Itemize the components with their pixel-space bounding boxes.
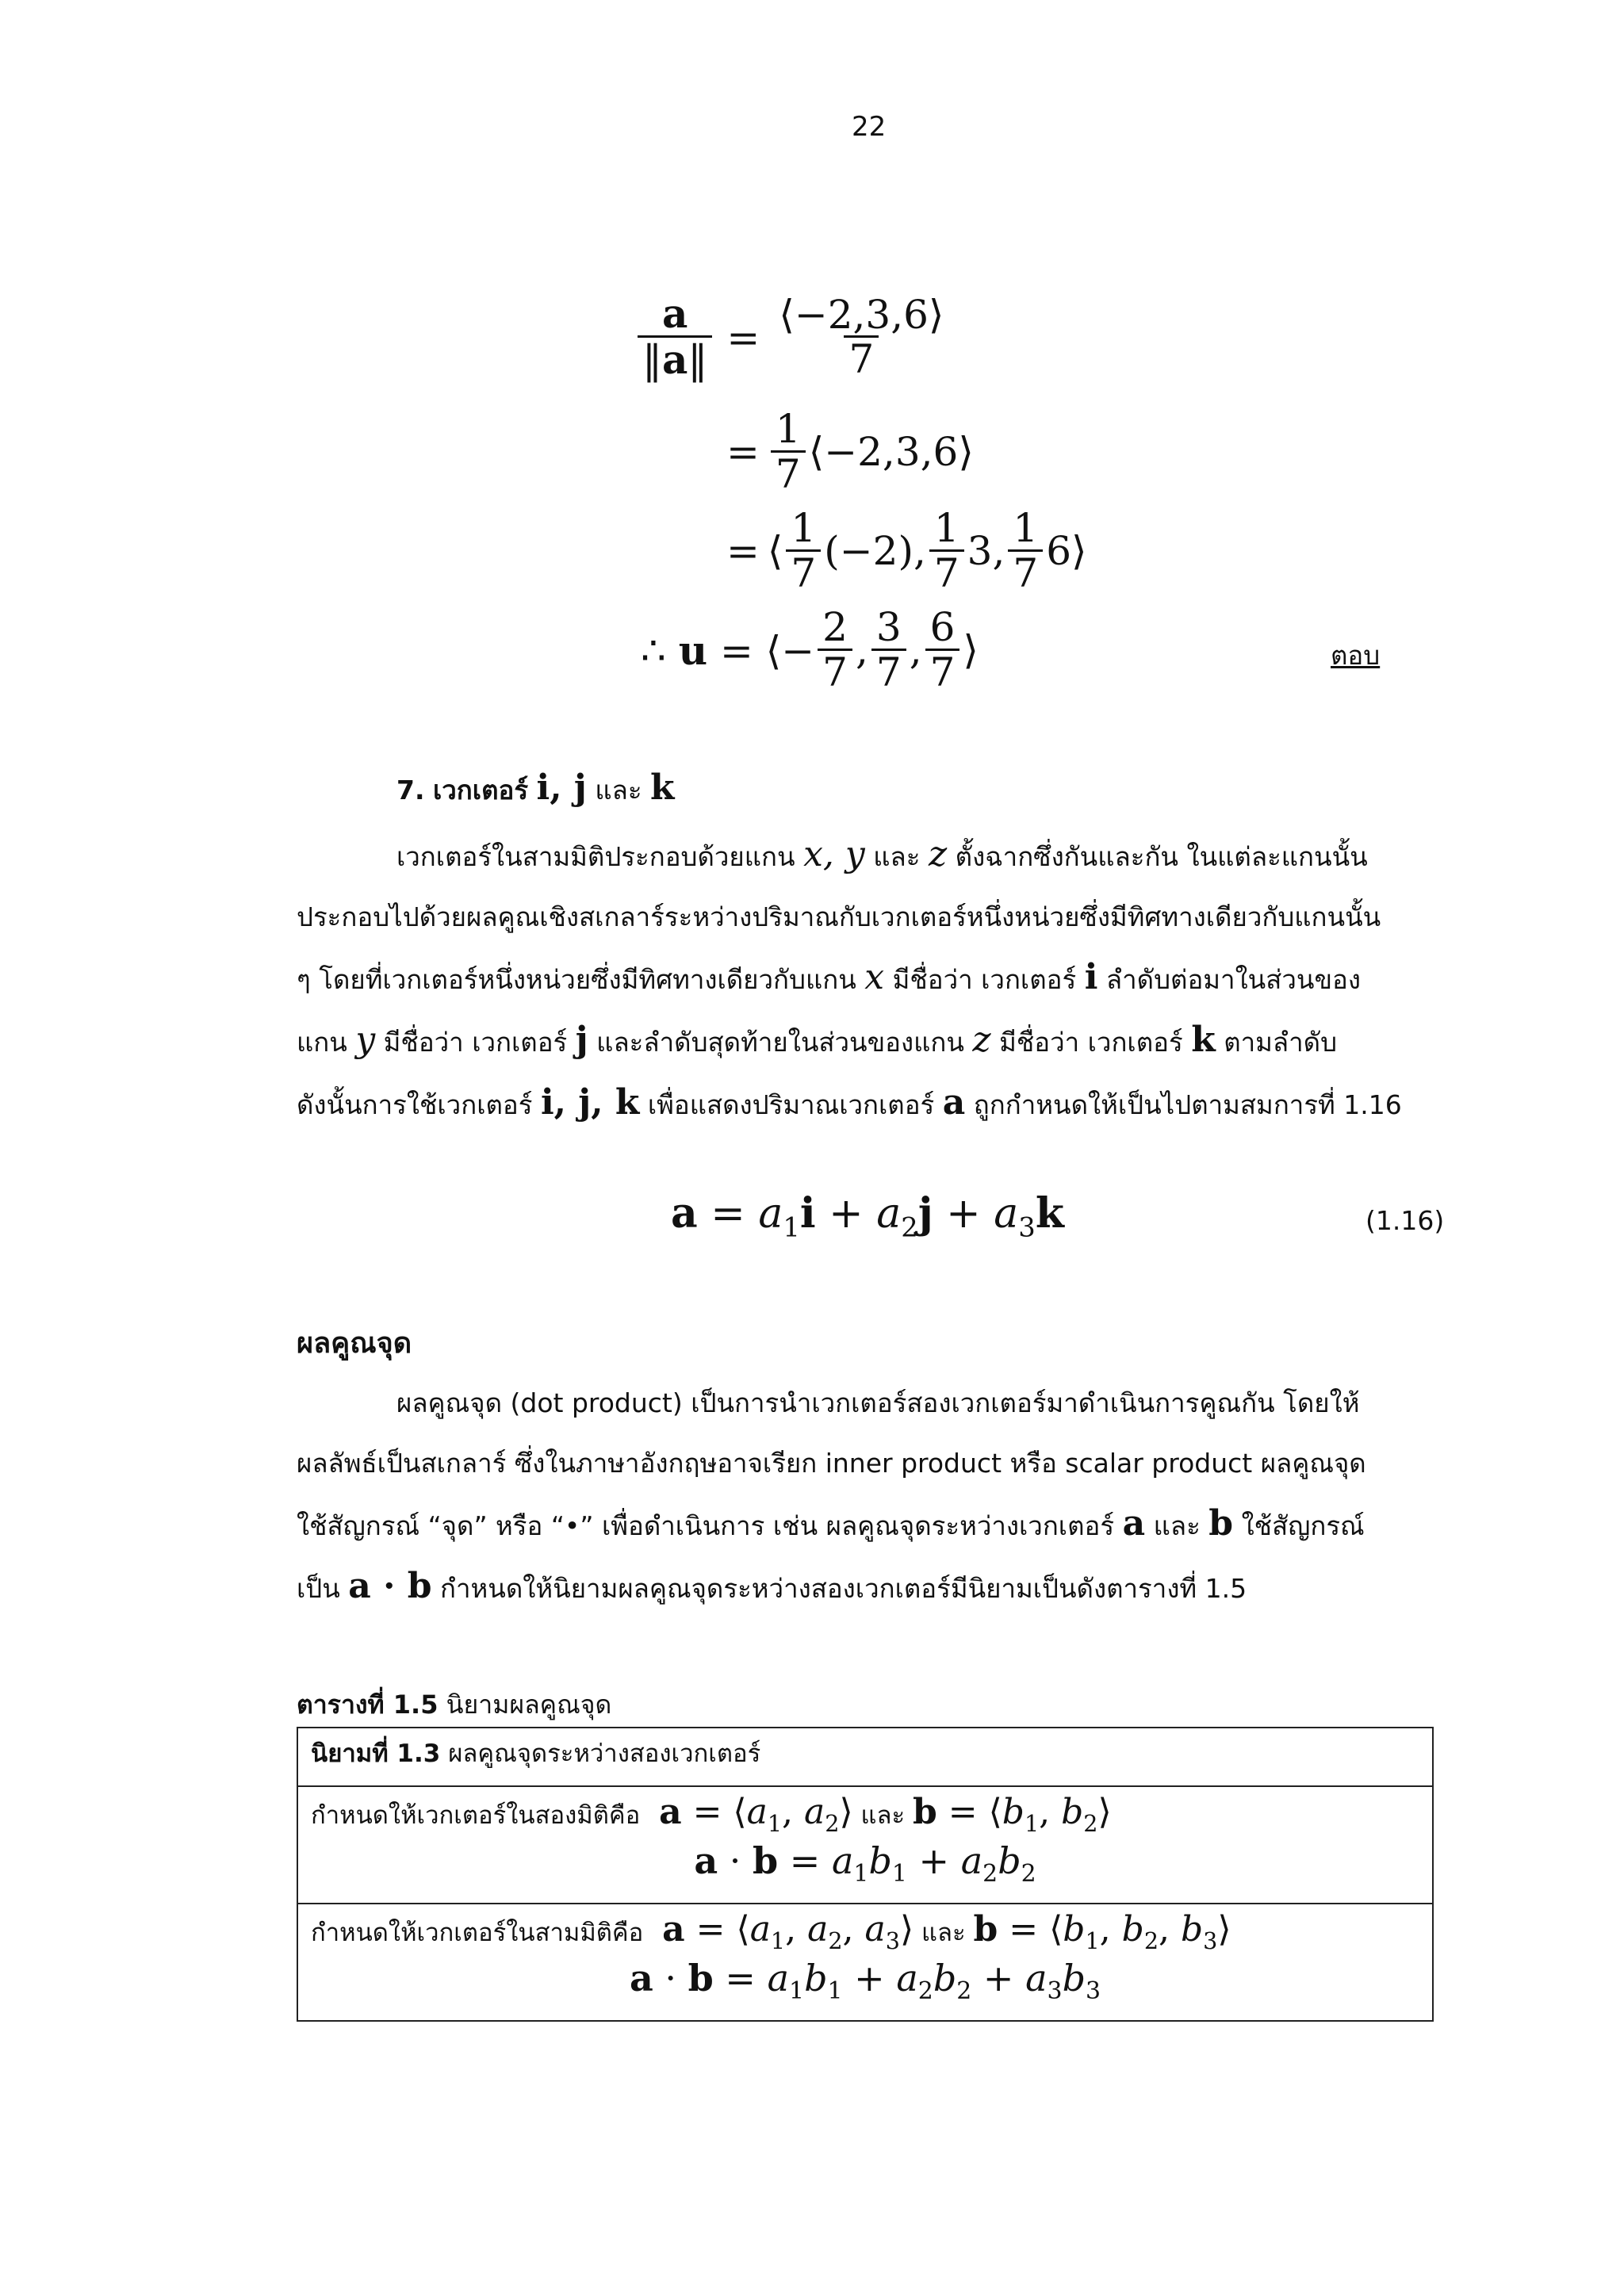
definition-header-cell: นิยามที่ 1.3 ผลคูณจุดระหว่างสองเวกเตอร์ (297, 1728, 1433, 1786)
dot-product-heading: ผลคูณจุด (297, 1327, 412, 1360)
definition-3d-cell: กำหนดให้เวกเตอร์ในสามมิติคือ $a = ⟨a_1$, $a_2$, $a_3⟩$ และ $b = ⟨b_1$, $b_2$, $b_3⟩$ $a \cdot b = a_1b_1 + a_2b_2 + a_3b_3$ (297, 1904, 1433, 2021)
answer-label: ตอบ (1331, 640, 1381, 671)
equation-number: (1.16) (1365, 1205, 1445, 1236)
equation-line-1: $\frac{a}{‖a‖}$ = $\frac{⟨-2,3,6⟩}{7}$ (634, 293, 952, 382)
table-row (297, 1904, 1433, 2021)
table-row (297, 1728, 1433, 1786)
table-row (297, 1786, 1433, 1904)
definition-2d-cell: กำหนดให้เวกเตอร์ในสองมิติคือ $a = ⟨a_1$, $a_2⟩$ และ $b = ⟨b_1$, $b_2⟩$ $a \cdot b = a_1b_1 + a_2b_2$ (297, 1786, 1433, 1904)
equation-1-16: $a = a_1i + a_2j + a_3k$ (671, 1189, 1064, 1243)
section-7-paragraph: เวกเตอร์ในสามมิติประกอบด้วยแกน x, y และ z ตั้งฉากซึ่งกันและกัน ในแต่ละแกนนั้น ประกอบไปด้วยผลคูณเชิงสเกลาร์ระหว่างปริมาณกับเวกเตอร์หนึ่งหน่วยซึ่งมีทิศทางเดียวกับแกนนั้น ๆ โดยที่เวกเตอร์หนึ่งหน่วยซึ่งมีทิศทางเดียวกับแกน x มีชื่อว่า เวกเตอร์ i ลำดับต่อมาในส่วนของ แกน y มีชื่อว่า เวกเตอร์ j และลำดับสุดท้ายในส่วนของแกน z มีชื่อว่า เวกเตอร์ k ตามลำดับ ดังนั้นการใช้เวกเตอร์ i, j, k เพื่อแสดงปริมาณเวกเตอร์ a ถูกกำหนดให้เป็นไปตามสมการที่ 1.16 (297, 834, 1402, 1123)
equation-line-3: = ⟨ $\frac{1}{7}$ (−2), $\frac{1}{7}$ 3, $\frac{1}{7}$ 6⟩ (726, 505, 1087, 596)
section-7-heading: 7. เวกเตอร์ i, j และ k (396, 767, 675, 808)
table-caption: ตารางที่ 1.5 นิยามผลคูณจุด (297, 1689, 612, 1720)
definition-table (297, 1727, 1434, 2022)
equation-line-2: = $\frac{1}{7}$ ⟨−2,3,6⟩ (726, 406, 974, 497)
dot-product-paragraph: ผลคูณจุด (dot product) เป็นการนำเวกเตอร์สองเวกเตอร์มาดำเนินการคูณกัน โดยให้ ผลลัพธ์เป็นสเกลาร์ ซึ่งในภาษาอังกฤษอาจเรียก inner product หรือ scalar product ผลคูณจุด ใช้สัญกรณ์ “จุด” หรือ “•” เพื่อดำเนินการ เช่น ผลคูณจุดระหว่างเวกเตอร์ a และ b ใช้สัญกรณ์ เป็น a · b กำหนดให้นิยามผลคูณจุดระหว่างสองเวกเตอร์มีนิยามเป็นดังตารางที่ 1.5 (297, 1387, 1366, 1606)
equation-line-4: ∴ u = ⟨− $\frac{2}{7}$ , $\frac{3}{7}$ , $\frac{6}{7}$ ⟩ (641, 604, 979, 695)
page-number: 22 (852, 111, 887, 143)
